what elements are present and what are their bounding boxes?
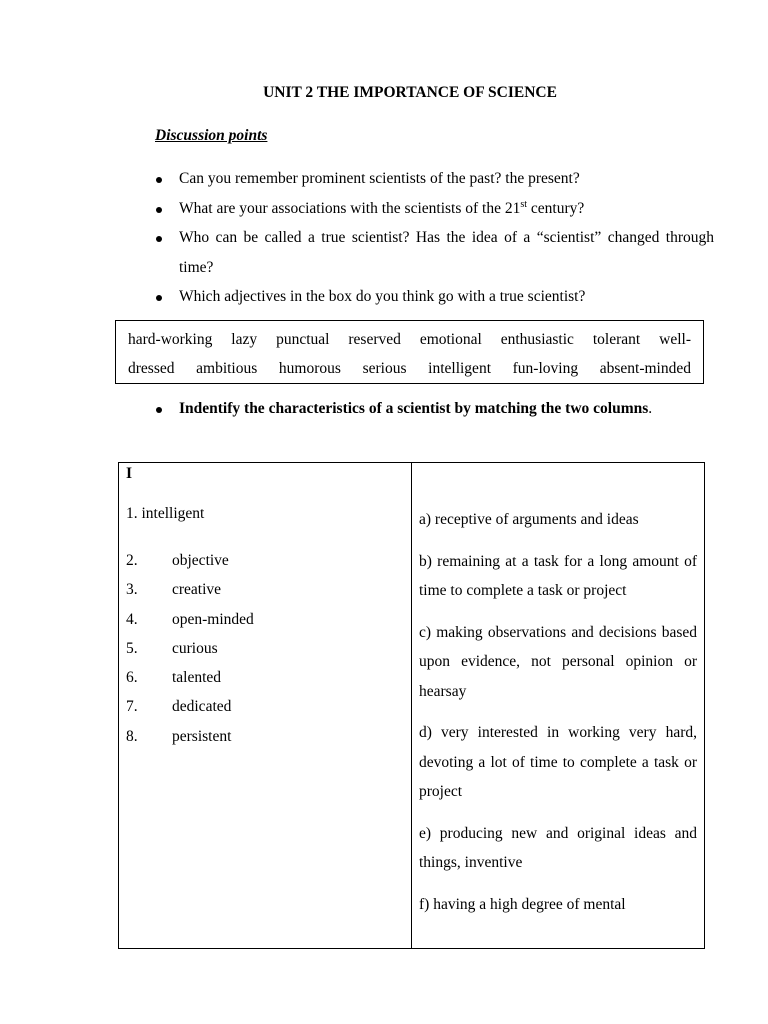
word-item bbox=[126, 634, 254, 663]
discussion-item-text: Can you remember prominent scientists of the past? the present? bbox=[179, 170, 580, 187]
word-item bbox=[126, 692, 254, 721]
definition-list bbox=[419, 505, 697, 931]
item-number: 2. bbox=[126, 552, 138, 569]
definition-item: c) making observations and decisions based upon evidence, not personal opinion or hearsay bbox=[419, 623, 697, 700]
matching-table bbox=[118, 462, 705, 949]
word-list bbox=[126, 546, 254, 751]
word-item bbox=[126, 722, 254, 751]
item-number: 5. bbox=[126, 639, 138, 657]
adjectives-line-2: dressed ambitious humorous serious intelligent fun-loving absent-minded bbox=[128, 360, 691, 377]
item-word: persistent bbox=[172, 727, 232, 745]
discussion-item-text: What are your associations with the scientists of the 21 bbox=[179, 199, 521, 217]
discussion-item bbox=[154, 282, 714, 312]
section-subtitle: Discussion points bbox=[155, 127, 268, 144]
discussion-item-text: Which adjectives in the box do you think go with a true scientist? bbox=[179, 288, 586, 305]
definition-item: d) very interested in working very hard, devoting a lot of time to complete a task or project bbox=[419, 724, 697, 800]
adjectives-box bbox=[115, 320, 704, 384]
instruction-period: . bbox=[648, 400, 653, 417]
instruction-text: Indentify the characteristics of a scientist by matching the two columns bbox=[179, 400, 649, 417]
definition-item: b) remaining at a task for a long amount of time to complete a task or project bbox=[419, 552, 697, 599]
item-number: 6. bbox=[126, 669, 138, 687]
item-word: dedicated bbox=[172, 698, 232, 716]
column-divider bbox=[411, 463, 412, 948]
item-number: 4. bbox=[126, 610, 138, 628]
discussion-item bbox=[154, 223, 714, 282]
item-word: curious bbox=[172, 639, 218, 657]
discussion-item bbox=[154, 194, 714, 224]
ordinal-superscript: st bbox=[520, 198, 528, 210]
definition-item: e) producing new and original ideas and things, inventive bbox=[419, 824, 697, 871]
discussion-item bbox=[154, 164, 714, 194]
word-item bbox=[126, 575, 254, 604]
item-number: 8. bbox=[126, 727, 138, 745]
item-word: objective bbox=[172, 552, 229, 569]
word-item bbox=[126, 663, 254, 692]
discussion-list bbox=[154, 164, 714, 312]
definition-item: a) receptive of arguments and ideas bbox=[419, 511, 639, 528]
item-word: open-minded bbox=[172, 610, 254, 628]
discussion-item-text: Who can be called a true scientist? Has the idea of a “scientist” changed through time? bbox=[179, 229, 714, 276]
instruction-item bbox=[154, 394, 714, 424]
instruction-list bbox=[154, 394, 714, 424]
page-title: UNIT 2 THE IMPORTANCE OF SCIENCE bbox=[263, 84, 557, 101]
word-item bbox=[126, 605, 254, 634]
definition-item: f) having a high degree of mental bbox=[419, 895, 626, 913]
item-word: talented bbox=[172, 669, 222, 687]
column-header: I bbox=[126, 465, 133, 482]
item-word: creative bbox=[172, 581, 222, 599]
item-number: 3. bbox=[126, 581, 138, 599]
word-item: 1. intelligent bbox=[126, 505, 205, 522]
adjectives-line-1: hard-working lazy punctual reserved emotional enthusiastic tolerant well- bbox=[128, 331, 691, 348]
discussion-item-text-end: century? bbox=[527, 199, 585, 217]
item-number: 7. bbox=[126, 698, 138, 716]
word-item bbox=[126, 546, 254, 575]
